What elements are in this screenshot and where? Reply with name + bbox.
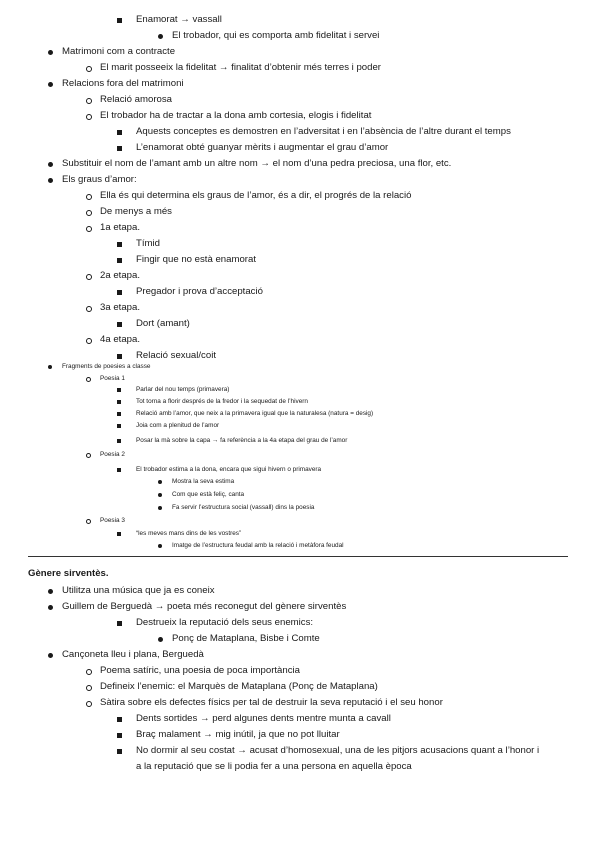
square-bullet-icon <box>117 322 122 327</box>
list-item-text: El trobador, qui es comporta amb fidelitat i servei <box>172 30 380 41</box>
square-bullet-icon <box>117 424 121 428</box>
list-item-text: 1a etapa. <box>100 222 141 233</box>
square-bullet-icon <box>117 717 122 722</box>
circle-bullet-icon <box>86 114 92 120</box>
disc-bullet-icon <box>48 50 53 55</box>
square-bullet-icon <box>117 412 121 416</box>
list-item-text: Sàtira sobre els defectes físics per tal de destruir la seva reputació i el seu honor <box>100 697 443 708</box>
list-item-text: Els graus d’amor: <box>62 174 137 185</box>
disc-bullet-icon <box>158 506 162 510</box>
list-item-text: Enamorat → vassall <box>136 14 222 25</box>
disc-bullet-icon <box>158 480 162 484</box>
list-item-text: Posar la mà sobre la capa → fa referència a la 4a etapa del grau de l’amor <box>136 437 348 444</box>
square-bullet-icon <box>117 18 122 23</box>
list-item-text: Braç malament → mig inútil, ja que no pot lluitar <box>136 729 340 740</box>
list-item-text: Tímid <box>136 238 160 249</box>
circle-bullet-icon <box>86 194 92 200</box>
list-item-text: Poesia 1 <box>100 375 125 382</box>
list-item-text: Poesia 3 <box>100 517 125 524</box>
disc-bullet-icon <box>158 493 162 497</box>
square-bullet-icon <box>117 388 121 392</box>
list-item-text: Matrimoni com a contracte <box>62 46 176 57</box>
circle-bullet-icon <box>86 226 92 232</box>
list-item-text: Defineix l’enemic: el Marquès de Mataplana (Ponç de Mataplana) <box>100 681 378 692</box>
circle-bullet-icon <box>86 453 91 458</box>
circle-bullet-icon <box>86 701 92 707</box>
list-item-text: Aquests conceptes es demostren en l’adversitat i en l’absència de l’altre durant el temps <box>136 126 511 137</box>
circle-bullet-icon <box>86 377 91 382</box>
circle-bullet-icon <box>86 685 92 691</box>
list-item-text: El marit posseeix la fidelitat → finalitat d’obtenir més terres i poder <box>100 62 382 73</box>
disc-bullet-icon <box>48 589 53 594</box>
list-item-text: Poesia 2 <box>100 451 125 458</box>
disc-bullet-icon <box>48 365 52 369</box>
list-item-text: 3a etapa. <box>100 302 141 313</box>
square-bullet-icon <box>117 621 122 626</box>
list-item-text: De menys a més <box>100 206 172 217</box>
square-bullet-icon <box>117 439 121 443</box>
list-item-text: Pregador i prova d’acceptació <box>136 286 263 297</box>
list-item-text: El trobador ha de tractar a la dona amb cortesia, elogis i fidelitat <box>100 110 372 121</box>
circle-bullet-icon <box>86 519 91 524</box>
list-item-text: Com que està feliç, canta <box>172 491 245 498</box>
list-item-text: No dormir al seu costat → acusat d’homosexual, una de les pitjors acusacions quant a l’honor i <box>136 745 540 756</box>
circle-bullet-icon <box>86 306 92 312</box>
list-item-text: Substituir el nom de l’amant amb un altre nom → el nom d’una pedra preciosa, una flor, etc. <box>62 158 452 169</box>
list-item-text: Fingir que no està enamorat <box>136 254 256 265</box>
disc-bullet-icon <box>48 653 53 658</box>
list-item-text: Relació amorosa <box>100 94 172 105</box>
square-bullet-icon <box>117 400 121 404</box>
circle-bullet-icon <box>86 66 92 72</box>
list-item-text: El trobador estima a la dona, encara que sigui hivern o primavera <box>136 466 322 473</box>
list-item-text: Dort (amant) <box>136 318 190 329</box>
list-item-text: Utilitza una música que ja es coneix <box>62 585 215 596</box>
list-item-text: a la reputació que se li podia fer a una persona en aquella època <box>136 761 412 772</box>
disc-bullet-icon <box>48 82 53 87</box>
list-item-text: Destrueix la reputació dels seus enemics: <box>136 617 314 628</box>
circle-bullet-icon <box>86 210 92 216</box>
disc-bullet-icon <box>48 162 53 167</box>
list-item-text: L’enamorat obté guanyar mèrits i augmentar el grau d’amor <box>136 142 389 153</box>
circle-bullet-icon <box>86 669 92 675</box>
list-item-text: Guillem de Berguedà → poeta més reconegut del gènere sirventès <box>62 601 347 612</box>
disc-bullet-icon <box>158 544 162 548</box>
list-item-text: Dents sortides → perd algunes dents mentre munta a cavall <box>136 713 391 724</box>
list-item-text: Ella és qui determina els graus de l’amor, és a dir, el progrés de la relació <box>100 190 412 201</box>
list-item-text: 2a etapa. <box>100 270 141 281</box>
list-item-text: “les meves mans dins de les vostres” <box>136 530 242 537</box>
list-item-text: Ponç de Mataplana, Bisbe i Comte <box>172 633 320 644</box>
square-bullet-icon <box>117 130 122 135</box>
list-item-text: Parlar del nou temps (primavera) <box>136 386 230 393</box>
square-bullet-icon <box>117 354 122 359</box>
section-divider <box>28 556 568 557</box>
disc-bullet-icon <box>48 178 53 183</box>
list-item-text: Cançoneta lleu i plana, Berguedà <box>62 649 204 660</box>
disc-bullet-icon <box>158 637 163 642</box>
list-item-text: Gènere sirventès. <box>28 568 109 579</box>
square-bullet-icon <box>117 532 121 536</box>
disc-bullet-icon <box>48 605 53 610</box>
list-item-text: Mostra la seva estima <box>172 478 235 485</box>
square-bullet-icon <box>117 258 122 263</box>
square-bullet-icon <box>117 290 122 295</box>
square-bullet-icon <box>117 749 122 754</box>
disc-bullet-icon <box>158 34 163 39</box>
list-item-text: Fragments de poesies a classe <box>62 363 151 370</box>
square-bullet-icon <box>117 242 122 247</box>
list-item-text: 4a etapa. <box>100 334 141 345</box>
circle-bullet-icon <box>86 338 92 344</box>
square-bullet-icon <box>117 146 122 151</box>
list-item-text: Tot torna a florir després de la fredor i la sequedat de l’hivern <box>136 398 308 405</box>
list-item-text: Joia com a plenitud de l’amor <box>136 422 220 429</box>
list-item-text: Imatge de l’estructura feudal amb la relació i metàfora feudal <box>172 542 344 549</box>
square-bullet-icon <box>117 733 122 738</box>
list-item-text: Poema satíric, una poesia de poca importància <box>100 665 300 676</box>
list-item-text: Relació sexual/coit <box>136 350 216 361</box>
circle-bullet-icon <box>86 274 92 280</box>
square-bullet-icon <box>117 468 121 472</box>
list-item-text: Relació amb l’amor, que neix a la primavera igual que la naturalesa (natura = desig) <box>136 410 374 417</box>
circle-bullet-icon <box>86 98 92 104</box>
list-item-text: Relacions fora del matrimoni <box>62 78 184 89</box>
list-item-text: Fa servir l’estructura social (vassall) dins la poesia <box>172 504 315 511</box>
